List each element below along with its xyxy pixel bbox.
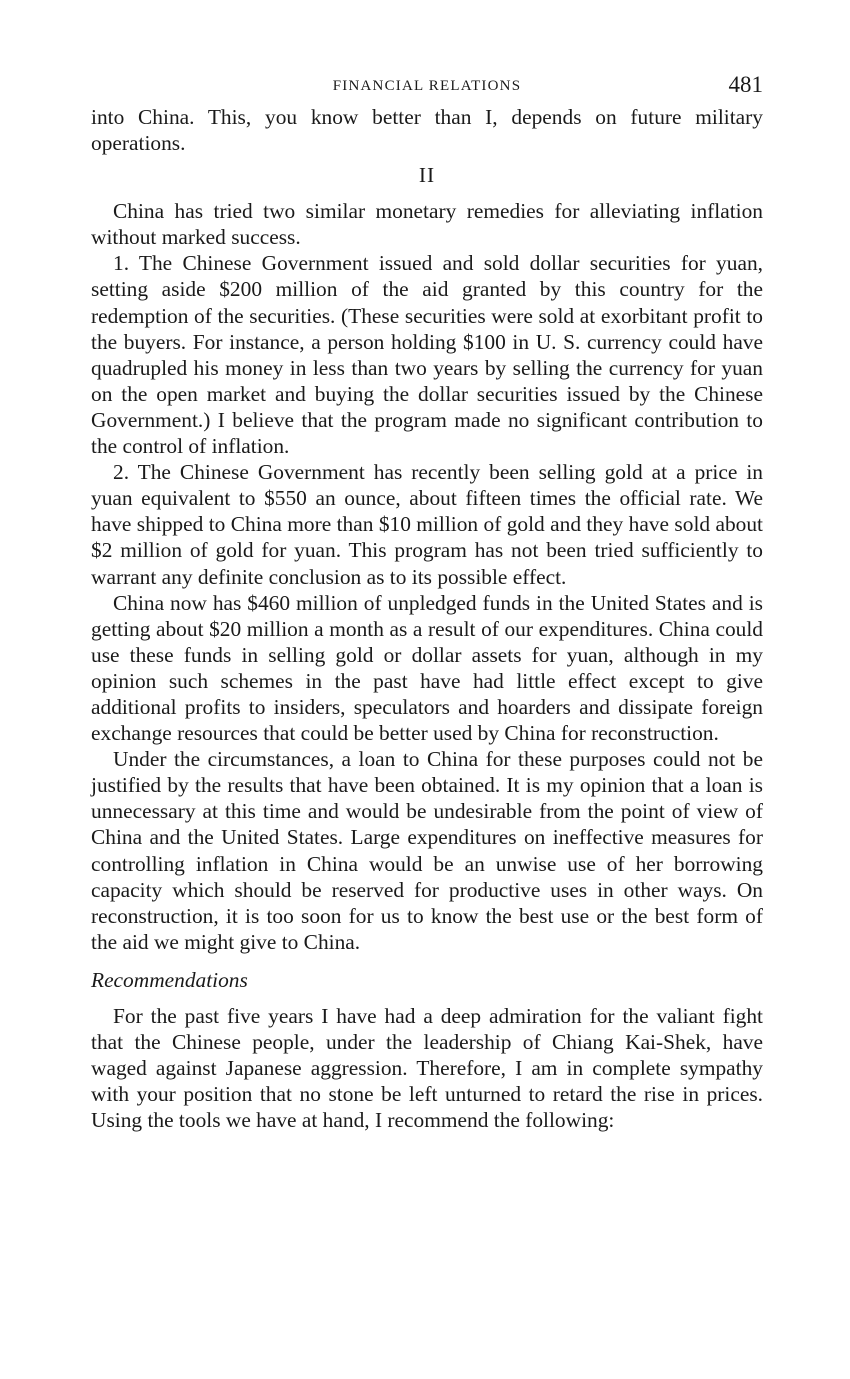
document-page <box>91 70 763 1133</box>
paragraph-item-2: 2. The Chinese Government has recently been selling gold at a price in yuan equivalent to $550 an ounce, about fifteen times the official rate. We have shipped to China more than $10 million of gold and they have sold about $2 million of gold for yuan. This program has not been tried sufficiently to warrant any definite conclusion as to its possible effect. <box>91 460 763 589</box>
running-head <box>91 70 763 104</box>
paragraph-funds: China now has $460 million of unpledged funds in the United States and is getting about $20 million a month as a result of our expenditures. China could use these funds in selling gold or dollar assets for yuan, although in my opinion such schemes in the past have had little effect except to give additional profits to insiders, speculators and hoarders and dissipate foreign exchange resources that could be better used by China for reconstruction. <box>91 590 763 746</box>
section-numeral: II <box>418 163 436 188</box>
paragraph-recommendations: For the past five years I have had a deep admiration for the valiant fight that the Chinese people, under the leadership of Chiang Kai-Shek, have waged against Japanese aggression. Therefore, I am in complete sympathy with your position that no stone be left unturned to retard the rise in prices. Using the tools we have at hand, I recommend the following: <box>91 1003 763 1133</box>
page-number: 481 <box>728 72 763 97</box>
paragraph-intro: China has tried two similar monetary remedies for alleviating inflation without marked success. <box>91 199 763 250</box>
paragraph-continuation: into China. This, you know better than I, depends on future military operations. <box>91 105 763 156</box>
running-title: FINANCIAL RELATIONS <box>332 78 522 94</box>
paragraph-item-1: 1. The Chinese Government issued and sold dollar securities for yuan, setting aside $200 million of the aid granted by this country for the redemption of the securities. (These securities were sold at exorbitant profit to the buyers. For instance, a person holding $100 in U. S. currency could have quadrupled his money in less than two years by selling the currency for yuan on the open market and buying the dollar securities issued by the Chinese Government.) I believe that the program made no significant contribution to the control of inflation. <box>91 251 763 459</box>
subheading-recommendations: Recommendations <box>91 967 248 992</box>
paragraph-circumstances: Under the circumstances, a loan to China for these purposes could not be justified by the results that have been obtained. It is my opinion that a loan is unnecessary at this time and would be undesirable from the point of view of China and the United States. Large expenditures on ineffective measures for controlling inflation in China would be an unwise use of her borrowing capacity which should be reserved for productive uses in other ways. On reconstruction, it is too soon for us to know the best use or the best form of the aid we might give to China. <box>91 747 763 954</box>
